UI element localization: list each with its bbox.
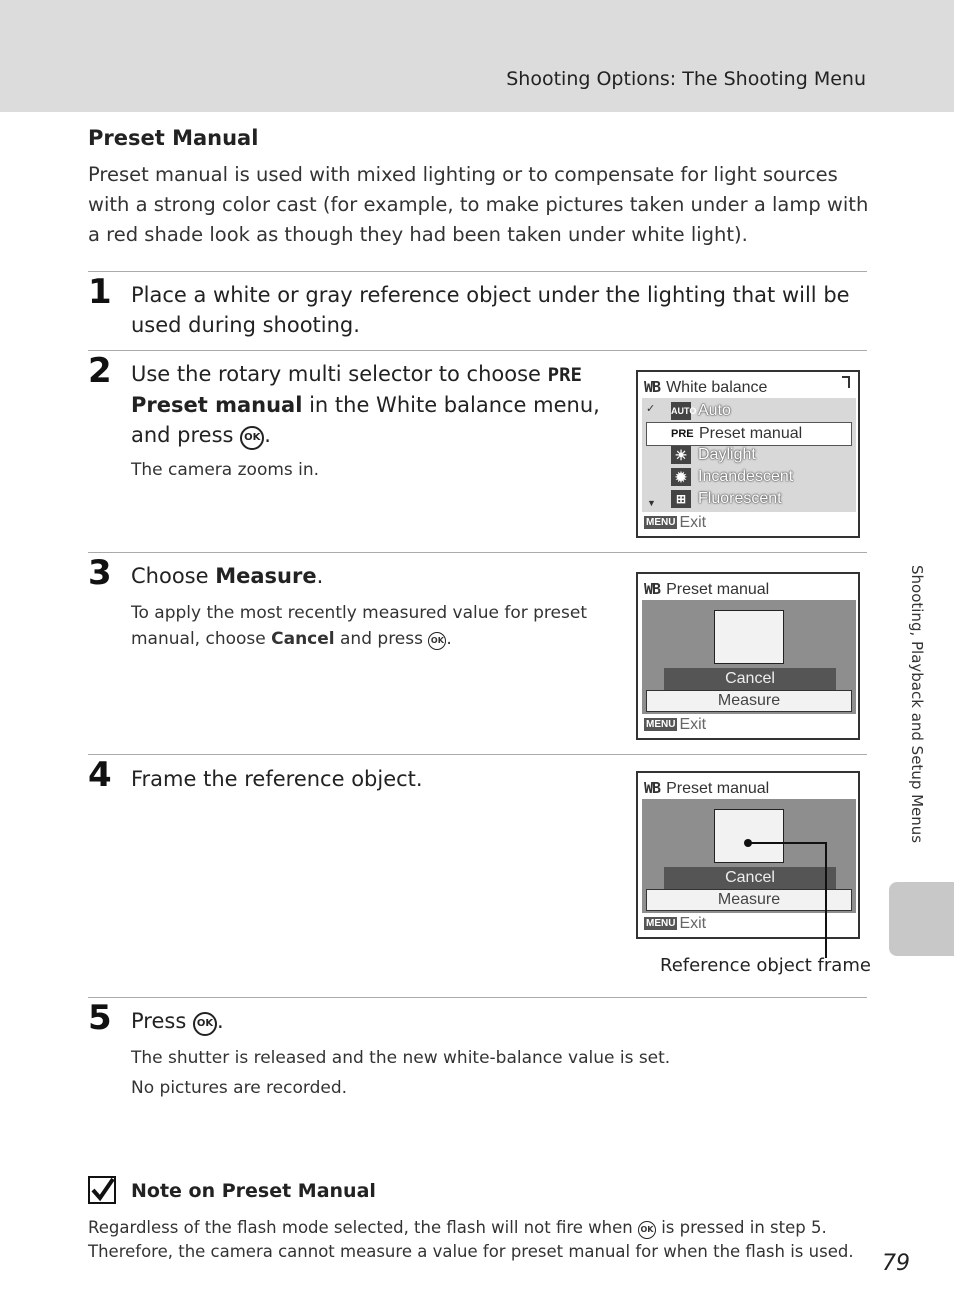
step-2-bold: Preset manual <box>131 393 303 417</box>
menu-item-label: Preset manual <box>699 425 803 442</box>
callout-line <box>748 843 826 958</box>
step-number: 4 <box>88 755 112 795</box>
menu-item-label: Daylight <box>698 446 756 463</box>
period: . <box>316 564 324 588</box>
menu-key-icon: MENU <box>646 918 676 929</box>
scroll-up-icon: ✓ <box>646 403 656 415</box>
measure-option[interactable]: Measure <box>646 690 852 712</box>
callout-label: Reference object frame <box>660 955 871 976</box>
step-5-text <box>131 1006 224 1036</box>
step-3-sub-bold: Cancel <box>271 629 335 649</box>
period: . <box>264 423 271 447</box>
period: . <box>216 1009 224 1033</box>
step-3-sub-a: To apply the most recently measured value for preset manual, choose <box>131 603 587 649</box>
ok-button-icon: OK <box>638 1221 656 1239</box>
scroll-down-icon: ▼ <box>647 498 656 508</box>
measure-option[interactable]: Measure <box>646 889 852 911</box>
note-text-a: Regardless of the flash mode selected, the flash will not fire when <box>88 1218 633 1237</box>
intro-paragraph: Preset manual is used with mixed lighting or to compensate for light sources with a strong color cast (for example, to make pictures taken under a lamp with a red shade look as though they had been taken under white light). <box>88 163 869 246</box>
ok-button-icon: OK <box>193 1012 217 1036</box>
bulb-icon: ✹ <box>671 468 691 486</box>
step-2-text-b: in the White balance menu, and press <box>131 393 600 447</box>
wb-icon: WB <box>644 378 661 396</box>
step-3-sub-b: and press <box>340 629 423 649</box>
step-3-text-a: Choose <box>131 564 209 588</box>
step-2-text-a: Use the rotary multi selector to choose <box>131 362 541 386</box>
sun-icon: ☀ <box>671 446 691 464</box>
step-3-bold: Measure <box>215 564 317 588</box>
step-5-text-a: Press <box>131 1009 187 1033</box>
step-1-text: Place a white or gray reference object under the lighting that will be used during shooting. <box>131 283 850 337</box>
step-4-text: Frame the reference object. <box>131 767 423 791</box>
cancel-option[interactable]: Cancel <box>664 867 836 889</box>
auto-icon: AUTO <box>671 402 691 420</box>
exit-label: Exit <box>679 514 707 531</box>
header-title: Shooting Options: The Shooting Menu <box>506 68 866 90</box>
step-number: 5 <box>88 998 112 1038</box>
menu-key-icon: MENU <box>646 719 676 730</box>
screen-title-text: Preset manual <box>666 780 770 797</box>
ok-button-icon: OK <box>428 632 446 650</box>
menu-key-icon: MENU <box>646 517 676 528</box>
note-title: Note on Preset Manual <box>131 1180 376 1202</box>
note-text <box>88 1216 878 1264</box>
section-title: Preset Manual <box>88 126 259 150</box>
exit-label: Exit <box>679 716 707 733</box>
wb-icon: WB <box>644 580 661 598</box>
wb-icon: WB <box>644 779 661 797</box>
menu-item-label: Fluorescent <box>698 490 782 507</box>
side-tab <box>889 882 954 956</box>
menu-item-label: Incandescent <box>698 468 794 485</box>
note-text-b: is pressed in step 5. Therefore, the camera cannot measure a value for preset manual for when the flash is used. <box>88 1218 854 1261</box>
screen-title-text: White balance <box>666 379 768 396</box>
step-5-sub-2: No pictures are recorded. <box>131 1078 348 1098</box>
page-number: 79 <box>882 1251 910 1276</box>
divider <box>88 997 867 998</box>
side-tab-label: Shooting, Playback and Setup Menus <box>908 565 926 844</box>
step-5-sub-1: The shutter is released and the new white-balance value is set. <box>131 1048 671 1068</box>
step-number: 1 <box>88 272 112 312</box>
menu-item-label: Auto <box>698 402 731 419</box>
step-number: 3 <box>88 553 112 593</box>
exit-label: Exit <box>679 915 707 932</box>
screen-title-text: Preset manual <box>666 581 770 598</box>
checkmark-icon <box>88 1176 116 1204</box>
fluorescent-icon: ⊞ <box>671 490 691 508</box>
cancel-option[interactable]: Cancel <box>664 668 836 690</box>
preset-icon: PRE <box>547 364 582 386</box>
ok-button-icon: OK <box>240 426 264 450</box>
preset-icon: PRE <box>671 425 691 443</box>
step-2-sub: The camera zooms in. <box>131 460 320 480</box>
period: . <box>446 629 452 649</box>
step-number: 2 <box>88 351 112 391</box>
